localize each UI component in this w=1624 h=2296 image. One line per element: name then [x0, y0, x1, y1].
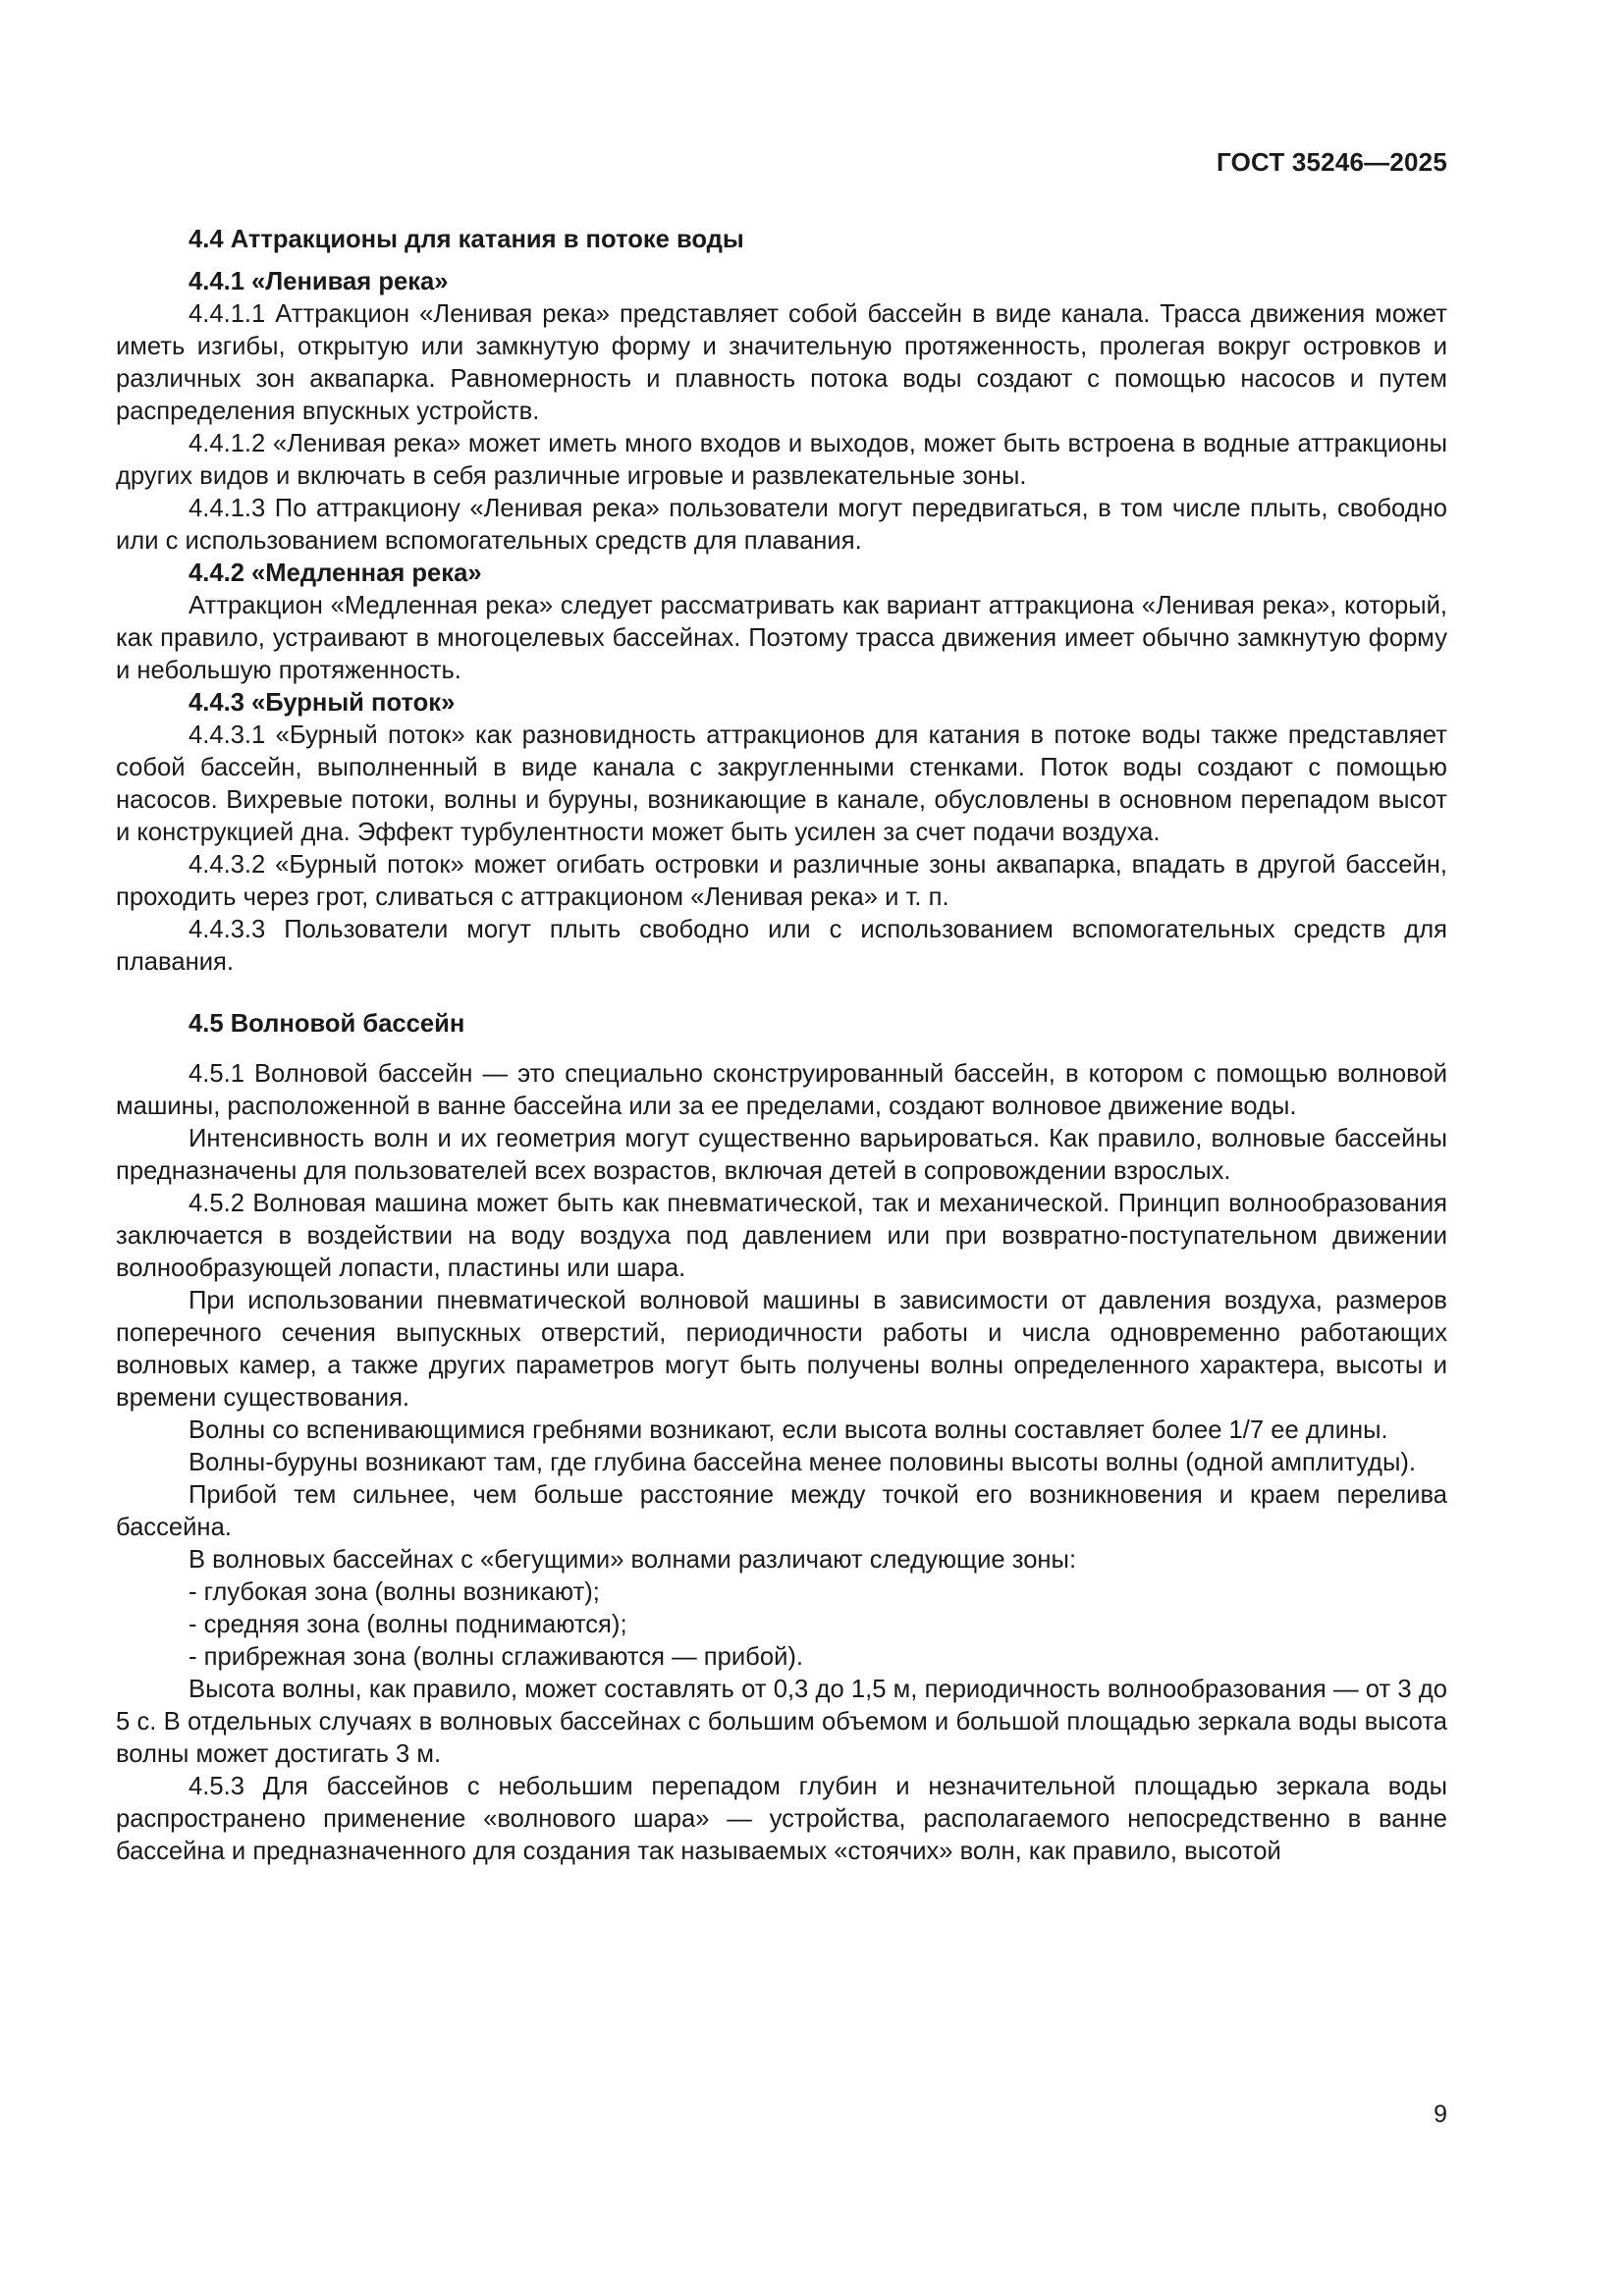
- list-item: - глубокая зона (волны возникают);: [189, 1578, 600, 1606]
- section-heading-4-4: 4.4 Аттракционы для катания в потоке воды: [189, 226, 744, 253]
- paragraph-4-5-3: 4.5.3 Для бассейнов с небольшим перепадом глубин и незначительной площадью зеркала воды распространено применение «волнового шара» — устройства, располагаемого непосредственно в ванне бассейна и предназначенного для создания так называемых «стоячих» волн, как правило, высотой: [116, 1773, 1447, 1865]
- paragraph-4-5-1-intensity: Интенсивность волн и их геометрия могут существенно варьироваться. Как правило, волновые бассейны предназначены для пользователей всех возрастов, включая детей в сопровождении взрослых.: [116, 1125, 1447, 1185]
- paragraph-4-4-3-1: 4.4.3.1 «Бурный поток» как разновидность аттракционов для катания в потоке воды также представляет собой бассейн, выполненный в виде канала с закругленными стенками. Поток воды создают с помощью насосов. Вихревые потоки, волны и буруны, возникающие в канале, обусловлены в основном перепадом высот и конструкцией дна. Эффект турбулентности может быть усилен за счет подачи воздуха.: [116, 721, 1447, 846]
- paragraph-4-5-2-crests: Волны со вспенивающимися гребнями возникают, если высота волны составляет более 1/7 ее длины.: [189, 1416, 1388, 1444]
- list-item: - средняя зона (волны поднимаются);: [189, 1611, 627, 1638]
- list-item: - прибрежная зона (волны сглаживаются — прибой).: [189, 1643, 804, 1671]
- paragraph-4-5-2-breakers: Волны-буруны возникают там, где глубина бассейна менее половины высоты волны (одной амплитуды).: [189, 1449, 1417, 1476]
- page-number: 9: [1434, 2101, 1447, 2128]
- paragraph-4-5-2-surf: Прибой тем сильнее, чем больше расстояние между точкой его возникновения и краем перелива бассейна.: [116, 1481, 1447, 1541]
- paragraph-4-5-2-wave-height: Высота волны, как правило, может составлять от 0,3 до 1,5 м, периодичность волнообразования — от 3 до 5 с. В отдельных случаях в волновых бассейнах с большим объемом и большой площадью зеркала воды высота волны может достигать 3 м.: [116, 1676, 1447, 1768]
- section-heading-4-4-2: 4.4.2 «Медленная река»: [189, 560, 482, 587]
- paragraph-4-4-3-2: 4.4.3.2 «Бурный поток» может огибать островки и различные зоны аквапарка, впадать в другой бассейн, проходить через грот, сливаться с аттракционом «Ленивая река» и т. п.: [116, 851, 1447, 911]
- document-body: [116, 224, 1447, 1868]
- paragraph-4-4-1-3: 4.4.1.3 По аттракциону «Ленивая река» пользователи могут передвигаться, в том числе плыть, свободно или с использованием вспомогательных средств для плавания.: [116, 495, 1447, 555]
- section-heading-4-4-3: 4.4.3 «Бурный поток»: [189, 689, 456, 717]
- paragraph-4-5-2-pneumatic: При использовании пневматической волновой машины в зависимости от давления воздуха, размеров поперечного сечения выпускных отверстий, периодичности работы и числа одновременно работающих волновых камер, а также других параметров могут быть получены волны определенного характера, высоты и времени существования.: [116, 1287, 1447, 1412]
- paragraph-4-4-1-1: 4.4.1.1 Аттракцион «Ленивая река» представляет собой бассейн в виде канала. Трасса движения может иметь изгибы, открытую или замкнутую форму и значительную протяженность, пролегая вокруг островков и различных зон аквапарка. Равномерность и плавность потока воды создают с помощью насосов и путем распределения впускных устройств.: [116, 300, 1447, 425]
- paragraph-4-4-3-3: 4.4.3.3 Пользователи могут плыть свободно или с использованием вспомогательных средств для плавания.: [116, 916, 1447, 976]
- paragraph-4-5-1: 4.5.1 Волновой бассейн — это специально сконструированный бассейн, в котором с помощью волновой машины, расположенной в ванне бассейна или за ее пределами, создают волновое движение воды.: [116, 1060, 1447, 1120]
- paragraph-4-5-2: 4.5.2 Волновая машина может быть как пневматической, так и механической. Принцип волнообразования заключается в воздействии на воду воздуха под давлением или при возвратно-поступательном движении волнообразующей лопасти, пластины или шара.: [116, 1190, 1447, 1282]
- section-heading-4-5: 4.5 Волновой бассейн: [189, 1010, 465, 1038]
- paragraph-4-4-2: Аттракцион «Медленная река» следует рассматривать как вариант аттракциона «Ленивая река», который, как правило, устраивают в многоцелевых бассейнах. Поэтому трасса движения имеет обычно замкнутую форму и небольшую протяженность.: [116, 592, 1447, 684]
- section-heading-4-4-1: 4.4.1 «Ленивая река»: [189, 268, 449, 295]
- paragraph-4-5-2-zones-intro: В волновых бассейнах с «бегущими» волнами различают следующие зоны:: [189, 1546, 1077, 1574]
- document-standard-header: ГОСТ 35246—2025: [1217, 147, 1447, 177]
- paragraph-4-4-1-2: 4.4.1.2 «Ленивая река» может иметь много входов и выходов, может быть встроена в водные аттракционы других видов и включать в себя различные игровые и развлекательные зоны.: [116, 430, 1447, 490]
